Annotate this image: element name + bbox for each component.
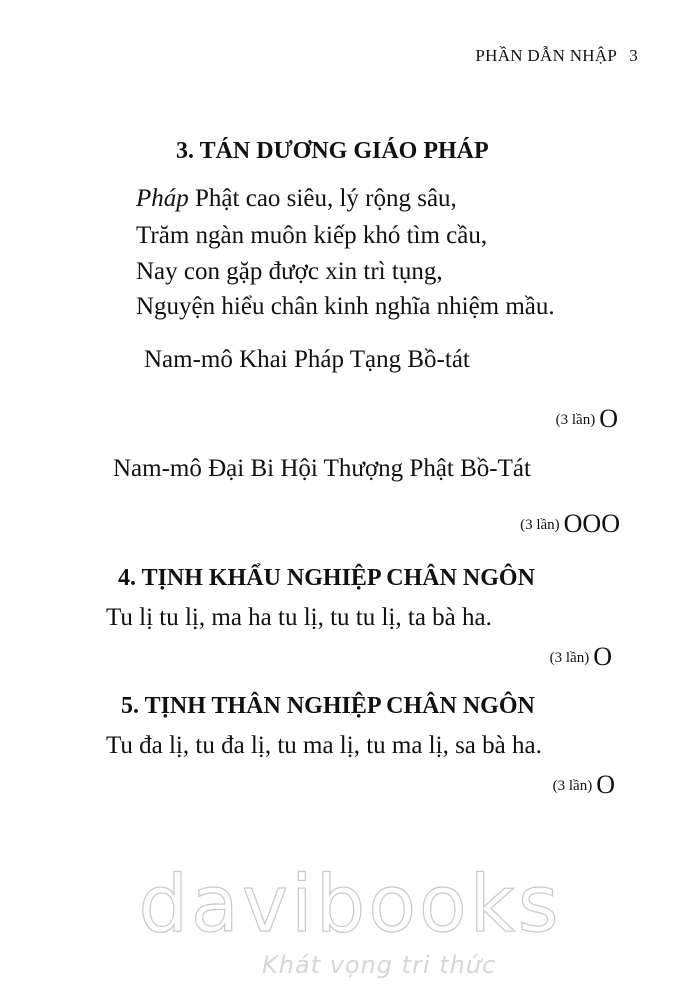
repeat-count: (3 lần) [555, 412, 596, 428]
watermark-brand: davibooks [138, 860, 562, 950]
section-4-heading: 4. TỊNH KHẨU NGHIỆP CHÂN NGÔN [118, 565, 535, 591]
verse-line-4: Nguyện hiểu chân kinh nghĩa nhiệm mầu. [136, 293, 555, 320]
watermark-slogan: Khát vọng tri thức [262, 951, 497, 979]
verse-line-1-rest: Phật cao siêu, lý rộng sâu, [188, 185, 457, 212]
verse-line-1 [136, 185, 457, 213]
repeat-marker-2 [520, 509, 620, 539]
repeat-marker-4 [553, 770, 615, 800]
invocation-2: Nam-mô Đại Bi Hội Thượng Phật Bồ-Tát [113, 455, 531, 482]
verse-line-1-italic: Pháp [136, 185, 189, 212]
repeat-count: (3 lần) [520, 517, 560, 533]
mantra-5: Tu đa lị, tu đa lị, tu ma lị, tu ma lị, sa bà ha. [106, 732, 542, 759]
bell-mark: O [593, 642, 612, 671]
running-header [475, 46, 638, 66]
bell-mark: O [596, 770, 615, 799]
bell-mark: OOO [563, 509, 620, 538]
bell-mark: O [599, 404, 618, 433]
repeat-marker-3 [550, 642, 612, 672]
verse-line-3: Nay con gặp được xin trì tụng, [136, 258, 443, 285]
section-3-heading: 3. TÁN DƯƠNG GIÁO PHÁP [176, 138, 489, 164]
repeat-count: (3 lần) [552, 778, 593, 794]
repeat-marker-1 [556, 404, 618, 434]
page-number: 3 [629, 46, 638, 65]
section-5-heading: 5. TỊNH THÂN NGHIỆP CHÂN NGÔN [121, 693, 535, 719]
header-title: PHẦN DẪN NHẬP [475, 46, 618, 65]
verse-line-2: Trăm ngàn muôn kiếp khó tìm cầu, [136, 222, 488, 249]
repeat-count: (3 lần) [549, 650, 590, 666]
mantra-4: Tu lị tu lị, ma ha tu lị, tu tu lị, ta bà ha. [106, 604, 492, 631]
invocation-1: Nam-mô Khai Pháp Tạng Bồ-tát [144, 346, 470, 373]
